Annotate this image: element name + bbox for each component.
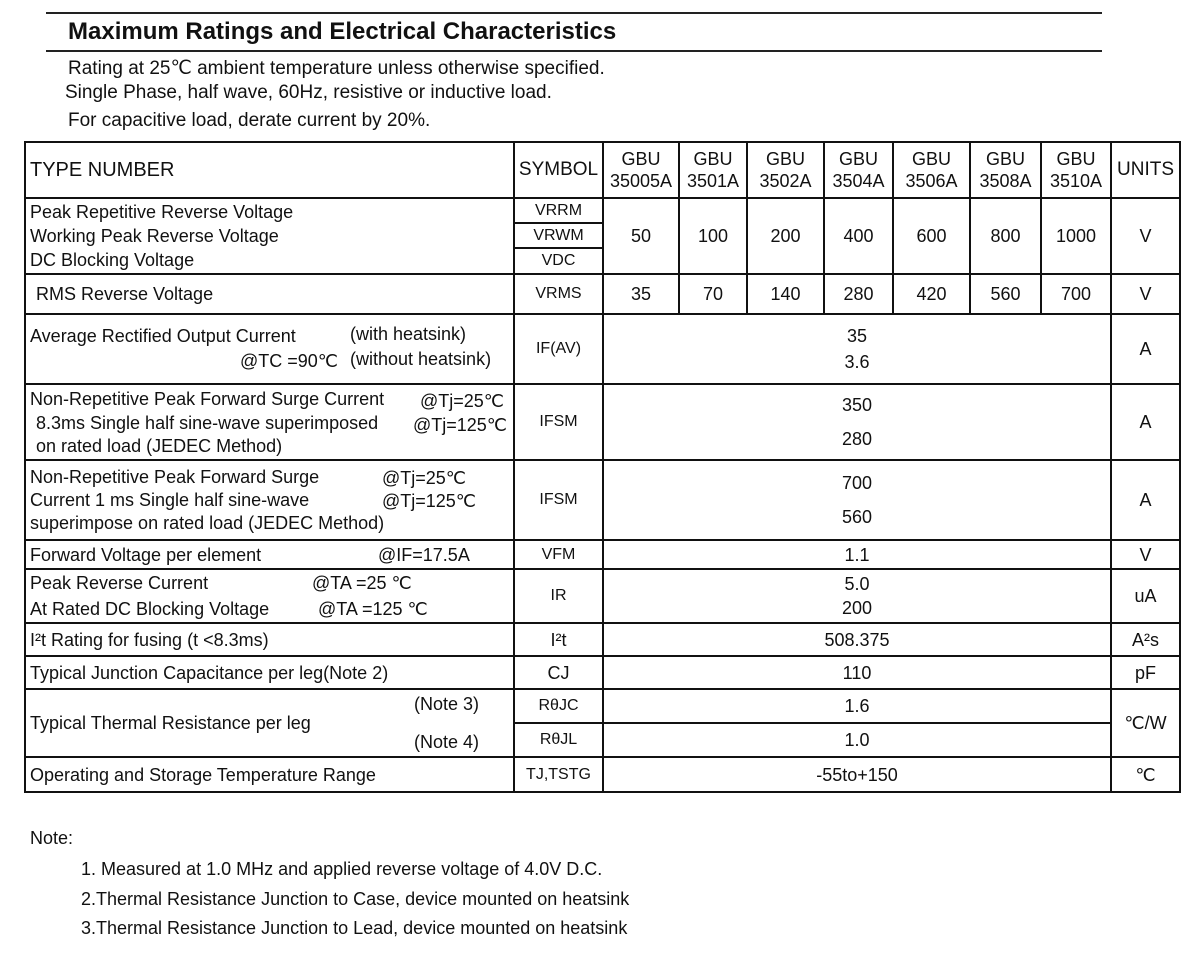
parameter-name: I²t Rating for fusing (t <8.3ms) bbox=[25, 623, 514, 656]
value: 350 bbox=[841, 395, 873, 415]
parameter-cell bbox=[25, 314, 514, 384]
row-reverse-voltage bbox=[25, 198, 1180, 274]
row-junction-capacitance bbox=[25, 656, 1180, 689]
value-cell: 420 bbox=[893, 274, 970, 314]
value-cell: 70 bbox=[679, 274, 747, 314]
value-cell: 1.6 bbox=[603, 689, 1111, 723]
part-number-header bbox=[893, 142, 970, 198]
part-number-header bbox=[824, 142, 893, 198]
symbol-header: SYMBOL bbox=[514, 142, 603, 198]
parameter-name: DC Blocking Voltage bbox=[30, 250, 195, 270]
value-cell: 560 bbox=[970, 274, 1041, 314]
row-surge-current-1ms bbox=[25, 460, 1180, 540]
condition: (with heatsink) bbox=[350, 324, 467, 344]
parameter-name: Operating and Storage Temperature Range bbox=[25, 757, 514, 792]
value-cell: 140 bbox=[747, 274, 824, 314]
unit-cell: A bbox=[1111, 460, 1180, 540]
symbol-cell: IF(AV) bbox=[514, 314, 603, 384]
part-prefix: GBU bbox=[1056, 149, 1096, 169]
unit-cell: uA bbox=[1111, 569, 1180, 623]
condition: @TA =25 ℃ bbox=[312, 573, 412, 593]
table-header-row bbox=[25, 142, 1180, 198]
parameter-cell bbox=[25, 460, 514, 540]
part-prefix: GBU bbox=[911, 149, 951, 169]
value-cell bbox=[603, 460, 1111, 540]
symbol-cell: IFSM bbox=[514, 384, 603, 460]
symbol-vrrm: VRRM bbox=[515, 199, 602, 224]
row-rms-voltage bbox=[25, 274, 1180, 314]
condition: @TC =90℃ bbox=[240, 351, 339, 371]
part-number-header bbox=[970, 142, 1041, 198]
type-number-header: TYPE NUMBER bbox=[25, 142, 514, 198]
value-cell: 50 bbox=[603, 198, 679, 274]
notes-heading: Note: bbox=[30, 828, 74, 848]
value-cell: 508.375 bbox=[603, 623, 1111, 656]
unit-cell: pF bbox=[1111, 656, 1180, 689]
value: 3.6 bbox=[844, 352, 870, 372]
value-cell: 35 bbox=[603, 274, 679, 314]
title-underline bbox=[46, 50, 1102, 52]
unit-cell: A²s bbox=[1111, 623, 1180, 656]
parameter-name: Typical Thermal Resistance per leg bbox=[30, 713, 311, 733]
value-cell: 600 bbox=[893, 198, 970, 274]
page-title: Maximum Ratings and Electrical Characteristics bbox=[68, 18, 617, 45]
part-suffix: 3508A bbox=[979, 171, 1032, 191]
part-prefix: GBU bbox=[985, 149, 1025, 169]
parameter-name: RMS Reverse Voltage bbox=[25, 274, 514, 314]
row-surge-current-8ms bbox=[25, 384, 1180, 460]
parameter-name: Peak Reverse Current bbox=[30, 573, 209, 593]
value-cell: 280 bbox=[824, 274, 893, 314]
condition: @Tj=125℃ bbox=[382, 491, 477, 511]
note-item: 1. Measured at 1.0 MHz and applied reverse voltage of 4.0V D.C. bbox=[81, 859, 603, 879]
row-reverse-current bbox=[25, 569, 1180, 623]
symbol-vrwm: VRWM bbox=[515, 224, 602, 249]
note-item: 3.Thermal Resistance Junction to Lead, device mounted on heatsink bbox=[81, 918, 628, 938]
parameter-cell bbox=[25, 540, 514, 569]
condition: @IF=17.5A bbox=[378, 544, 470, 565]
parameter-name: Non-Repetitive Peak Forward Surge bbox=[30, 467, 320, 487]
part-suffix: 3501A bbox=[686, 171, 740, 191]
row-temperature-range bbox=[25, 757, 1180, 792]
value-cell: 400 bbox=[824, 198, 893, 274]
parameter-cell bbox=[25, 384, 514, 460]
part-prefix: GBU bbox=[621, 149, 661, 169]
parameter-name: Peak Repetitive Reverse Voltage bbox=[30, 202, 294, 222]
value-cell: 1.1 bbox=[603, 540, 1111, 569]
symbol-cell: RθJC bbox=[514, 689, 603, 723]
part-suffix: 3502A bbox=[759, 171, 812, 191]
part-number-header bbox=[747, 142, 824, 198]
symbol-cell bbox=[514, 198, 603, 274]
part-suffix: 3506A bbox=[905, 171, 958, 191]
value: 700 bbox=[841, 473, 873, 493]
parameter-cell bbox=[25, 689, 514, 757]
parameter-name: Forward Voltage per element bbox=[30, 544, 262, 565]
symbol-cell: VFM bbox=[514, 540, 603, 569]
condition: @Tj=25℃ bbox=[382, 468, 467, 488]
condition: @TA =125 ℃ bbox=[318, 599, 428, 619]
parameter-name: Typical Junction Capacitance per leg bbox=[30, 662, 324, 683]
condition-line: Rating at 25℃ ambient temperature unless otherwise specified. bbox=[68, 58, 605, 79]
row-i2t-rating bbox=[25, 623, 1180, 656]
value-cell: 800 bbox=[970, 198, 1041, 274]
condition-line: Single Phase, half wave, 60Hz, resistive or inductive load. bbox=[65, 82, 552, 103]
part-number-header bbox=[1041, 142, 1111, 198]
condition: @Tj=125℃ bbox=[413, 415, 508, 435]
value-cell: 700 bbox=[1041, 274, 1111, 314]
value: 560 bbox=[841, 507, 873, 527]
parameter-name: At Rated DC Blocking Voltage bbox=[30, 599, 270, 619]
value-cell: 200 bbox=[747, 198, 824, 274]
value-cell bbox=[603, 314, 1111, 384]
row-average-current bbox=[25, 314, 1180, 384]
value: 5.0 bbox=[844, 574, 870, 594]
note-item: 2.Thermal Resistance Junction to Case, device mounted on heatsink bbox=[81, 889, 630, 909]
symbol-cell: CJ bbox=[514, 656, 603, 689]
note-reference: (Note 3) bbox=[414, 694, 480, 714]
part-suffix: 35005A bbox=[609, 171, 673, 191]
part-number-header bbox=[603, 142, 679, 198]
part-prefix: GBU bbox=[838, 149, 878, 169]
symbol-cell: IFSM bbox=[514, 460, 603, 540]
value-cell: -55to+150 bbox=[603, 757, 1111, 792]
parameter-cell bbox=[25, 569, 514, 623]
part-prefix: GBU bbox=[765, 149, 805, 169]
value-cell bbox=[603, 384, 1111, 460]
value: 200 bbox=[841, 598, 873, 618]
note-reference: (Note 4) bbox=[414, 732, 480, 752]
symbol-cell: I²t bbox=[514, 623, 603, 656]
parameter-name: Current 1 ms Single half sine-wave bbox=[30, 490, 310, 510]
unit-cell: ℃ bbox=[1111, 757, 1180, 792]
symbol-cell: VRMS bbox=[514, 274, 603, 314]
symbol-cell: IR bbox=[514, 569, 603, 623]
unit-cell: V bbox=[1111, 540, 1180, 569]
parameter-name: Non-Repetitive Peak Forward Surge Current bbox=[30, 389, 385, 409]
part-prefix: GBU bbox=[693, 149, 733, 169]
unit-cell: A bbox=[1111, 384, 1180, 460]
parameter-name: Working Peak Reverse Voltage bbox=[30, 226, 279, 246]
value-cell: 1.0 bbox=[603, 723, 1111, 757]
part-suffix: 3510A bbox=[1049, 171, 1103, 191]
parameter-name: superimpose on rated load (JEDEC Method) bbox=[30, 513, 385, 533]
row-thermal-resistance-case bbox=[25, 689, 1180, 723]
value-cell: 110 bbox=[603, 656, 1111, 689]
parameter-name: on rated load (JEDEC Method) bbox=[36, 436, 283, 456]
unit-cell: ℃/W bbox=[1111, 689, 1180, 757]
ratings-table bbox=[24, 141, 1181, 793]
note-reference: (Note 2) bbox=[323, 662, 389, 683]
symbol-cell: RθJL bbox=[514, 723, 603, 757]
part-number-header bbox=[679, 142, 747, 198]
condition-line: For capacitive load, derate current by 20%. bbox=[68, 110, 431, 131]
symbol-vdc: VDC bbox=[541, 252, 576, 269]
parameter-name: 8.3ms Single half sine-wave superimposed bbox=[36, 413, 379, 433]
condition: @Tj=25℃ bbox=[420, 391, 505, 411]
parameter-cell bbox=[25, 198, 514, 274]
row-forward-voltage bbox=[25, 540, 1180, 569]
value-cell: 1000 bbox=[1041, 198, 1111, 274]
value-cell bbox=[603, 569, 1111, 623]
top-rule bbox=[46, 12, 1102, 14]
parameter-cell bbox=[25, 656, 514, 689]
part-suffix: 3504A bbox=[832, 171, 885, 191]
symbol-cell: TJ,TSTG bbox=[514, 757, 603, 792]
value: 280 bbox=[841, 429, 873, 449]
unit-cell: A bbox=[1111, 314, 1180, 384]
units-header: UNITS bbox=[1111, 142, 1180, 198]
condition: (without heatsink) bbox=[350, 349, 492, 369]
value: 35 bbox=[846, 326, 868, 346]
unit-cell: V bbox=[1111, 274, 1180, 314]
value-cell: 100 bbox=[679, 198, 747, 274]
parameter-name: Average Rectified Output Current bbox=[30, 326, 296, 346]
unit-cell: V bbox=[1111, 198, 1180, 274]
